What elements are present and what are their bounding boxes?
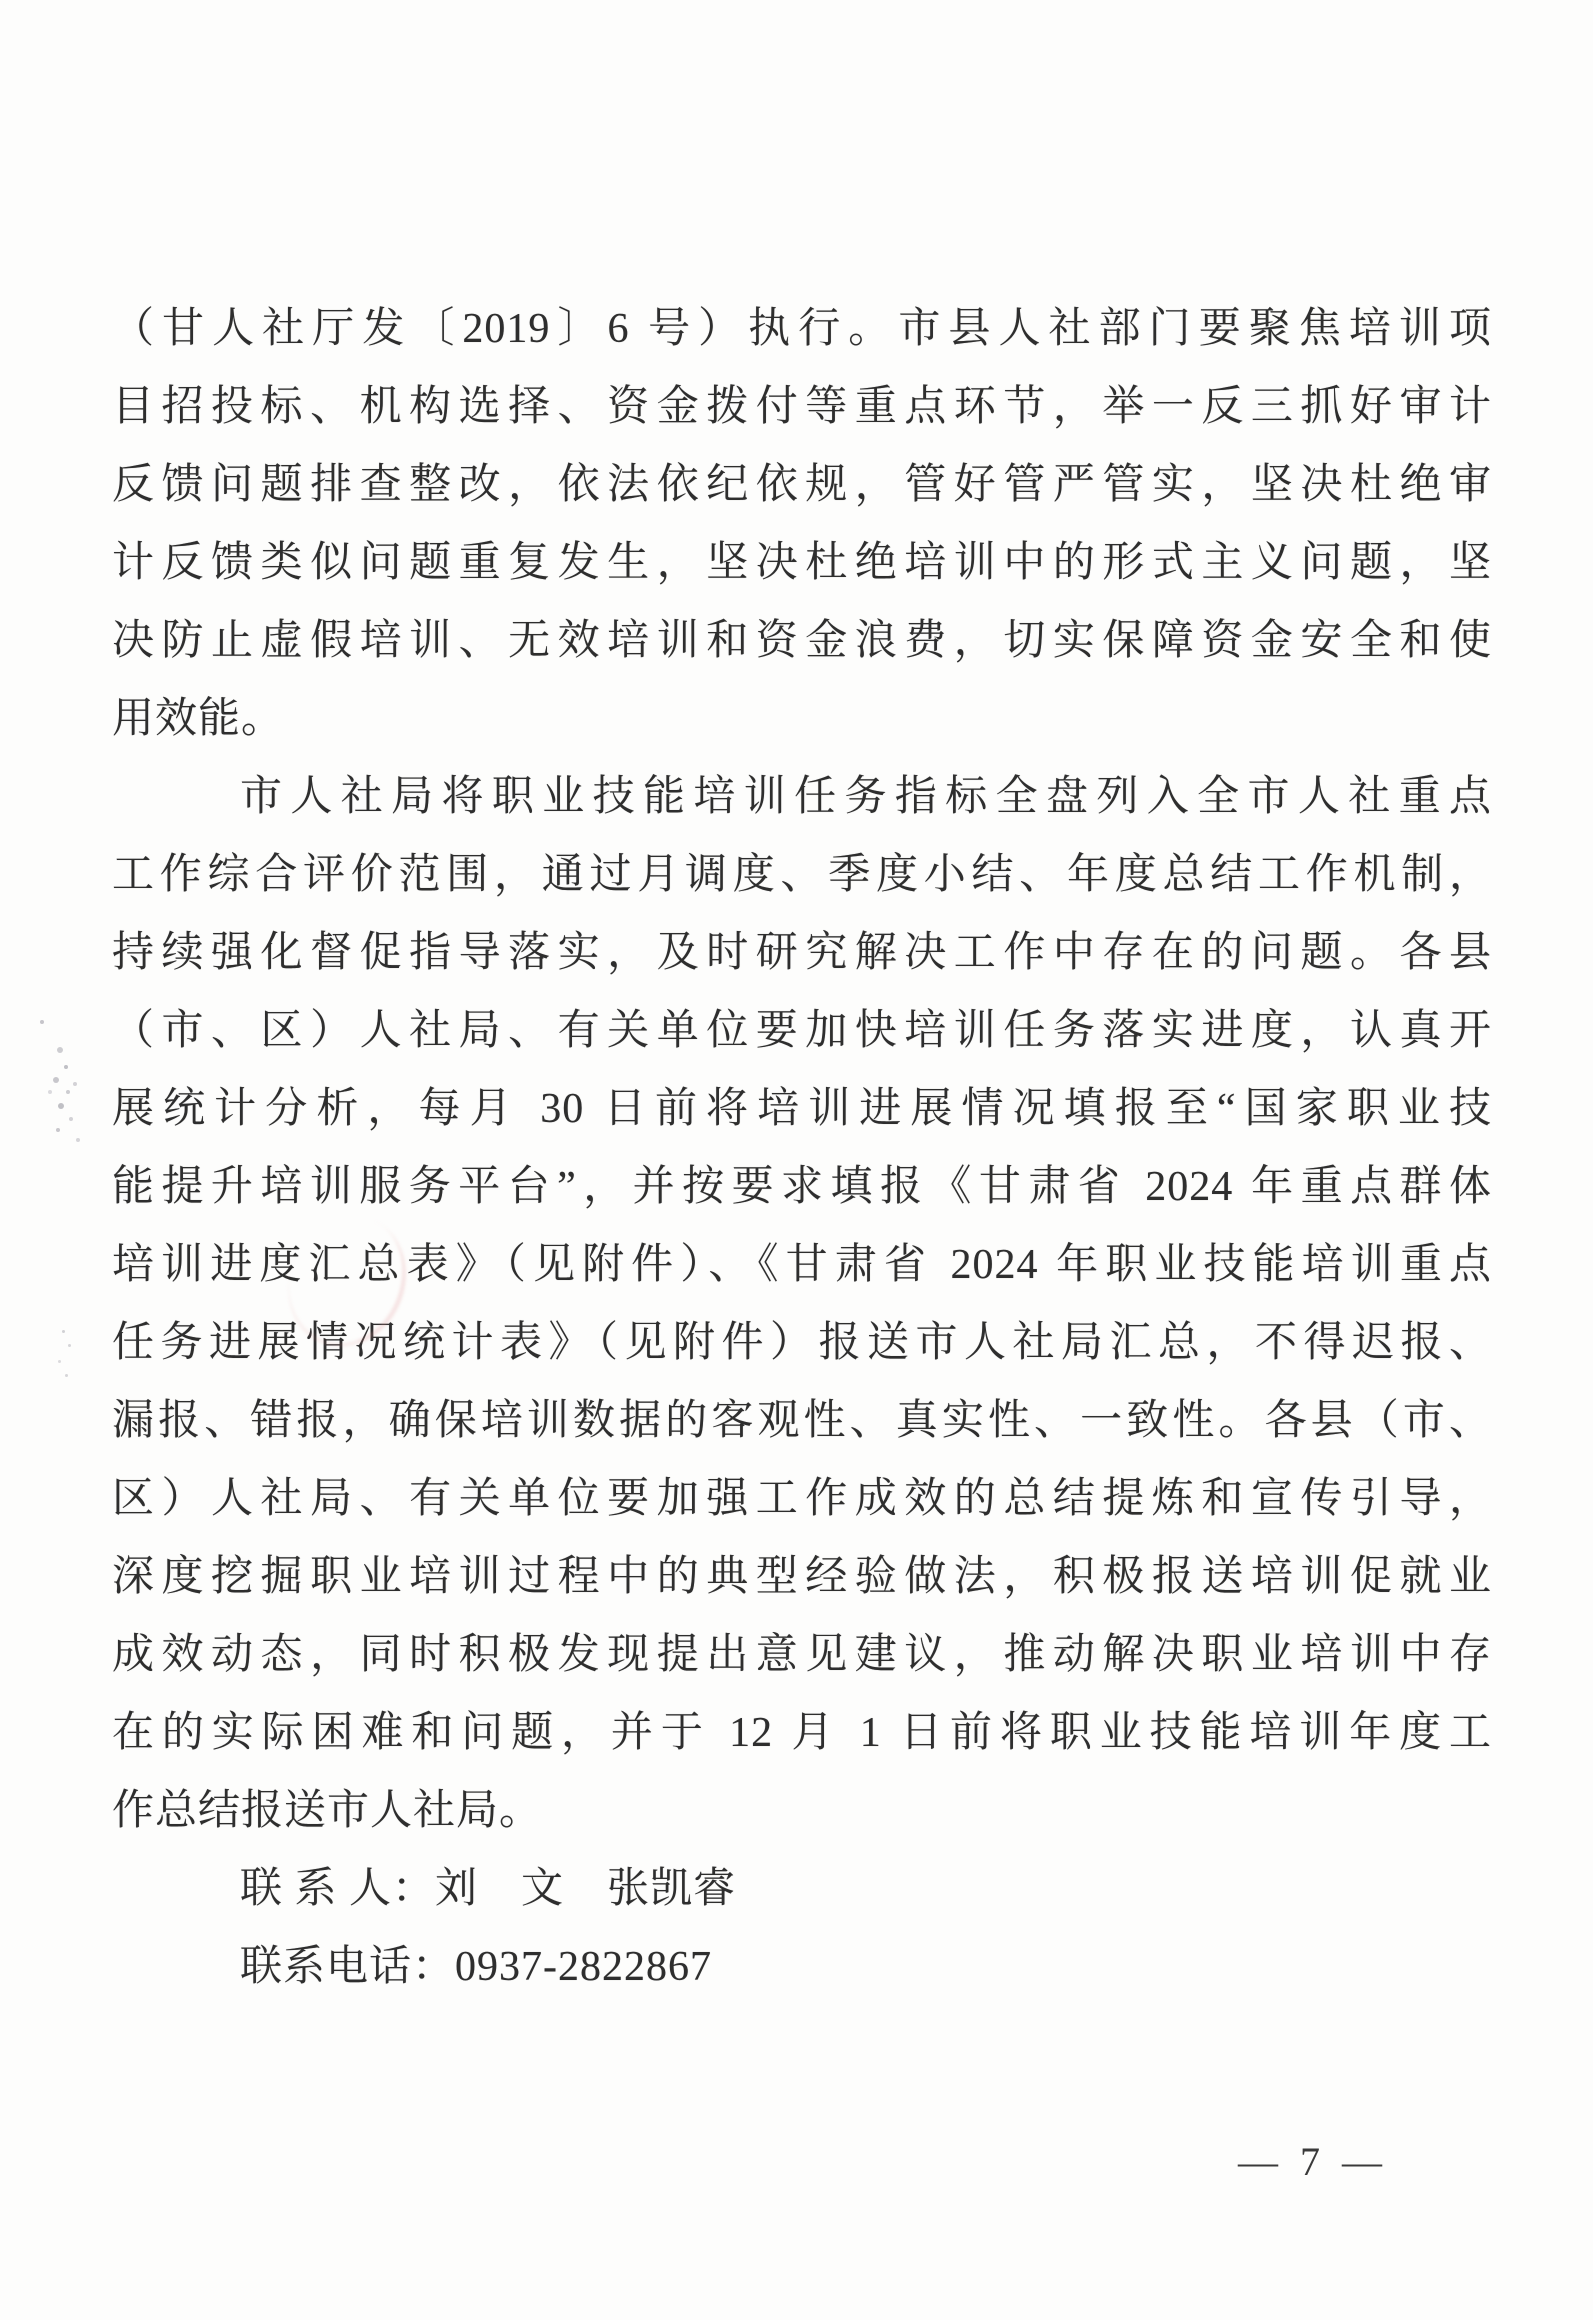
text-line: 计反馈类似问题重复发生，坚决杜绝培训中的形式主义问题，坚 xyxy=(112,540,1492,586)
text-line: 深度挖掘职业培训过程中的典型经验做法，积极报送培训促就业 xyxy=(112,1554,1492,1600)
text-line: 培训进度汇总表》（见附件）、《甘肃省 2024 年职业技能培训重点 xyxy=(112,1242,1492,1288)
text-line: 展统计分析，每月 30 日前将培训进展情况填报至“国家职业技 xyxy=(112,1086,1492,1132)
document-body xyxy=(112,290,1492,2006)
text-line: 任务进展情况统计表》（见附件）报送市人社局汇总，不得迟报、 xyxy=(112,1320,1492,1366)
scan-speckle-artifact xyxy=(40,1020,44,1024)
text-line: 反馈问题排查整改，依法依纪依规，管好管严管实，坚决杜绝审 xyxy=(112,462,1492,508)
text-line: 区）人社局、有关单位要加强工作成效的总结提炼和宣传引导， xyxy=(112,1476,1492,1522)
page-number: — 7 — xyxy=(1238,2139,1388,2184)
text-line: 作总结报送市人社局。 xyxy=(112,1788,543,1834)
text-line: （市、区）人社局、有关单位要加快培训任务落实进度，认真开 xyxy=(112,1008,1492,1054)
text-line: 用效能。 xyxy=(112,696,285,742)
text-line: 在的实际困难和问题，并于 12 月 1 日前将职业技能培训年度工 xyxy=(112,1710,1492,1756)
scan-speckle-artifact xyxy=(62,1330,65,1333)
text-line: 决防止虚假培训、无效培训和资金浪费，切实保障资金安全和使 xyxy=(112,618,1492,664)
text-line: 漏报、错报，确保培训数据的客观性、真实性、一致性。各县（市、 xyxy=(112,1398,1492,1444)
text-line: 持续强化督促指导落实，及时研究解决工作中存在的问题。各县 xyxy=(112,930,1492,976)
text-line: 成效动态，同时积极发现提出意见建议，推动解决职业培训中存 xyxy=(112,1632,1492,1678)
text-line: 联 系 人：刘 文 张凯睿 xyxy=(240,1866,737,1912)
text-line: 工作综合评价范围，通过月调度、季度小结、年度总结工作机制， xyxy=(112,852,1492,898)
text-line: 能提升培训服务平台”，并按要求填报《甘肃省 2024 年重点群体 xyxy=(112,1164,1492,1210)
text-line: 目招投标、机构选择、资金拨付等重点环节，举一反三抓好审计 xyxy=(112,384,1492,430)
text-line: （甘人社厅发〔2019〕6 号）执行。市县人社部门要聚焦培训项 xyxy=(112,306,1492,352)
text-line: 联系电话：0937-2822867 xyxy=(240,1944,712,1990)
text-line: 市人社局将职业技能培训任务指标全盘列入全市人社重点 xyxy=(240,774,1492,820)
